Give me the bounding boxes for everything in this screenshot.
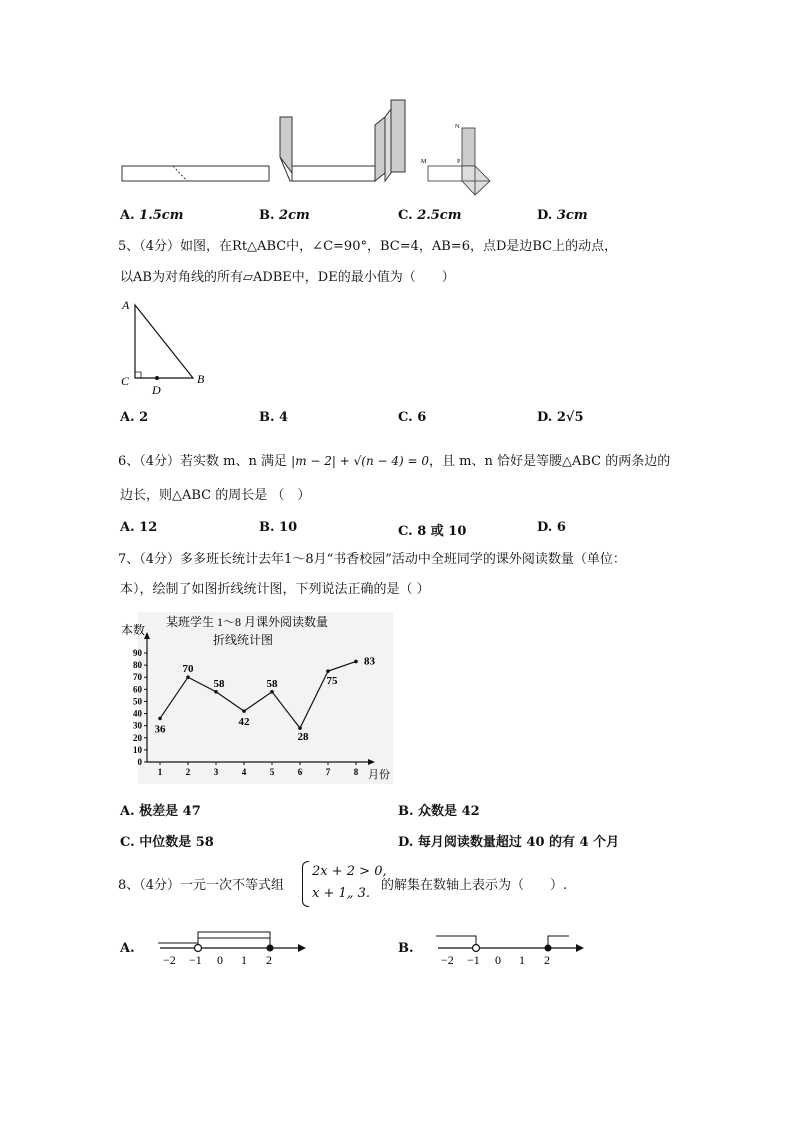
tick-label: 0 [495, 953, 501, 967]
q5-option-d[interactable]: D. 2√5 [537, 410, 584, 425]
q6-option-a[interactable]: A. 12 [120, 520, 158, 535]
q6-formula: |m − 2| + √(n − 4) = 0 [291, 454, 429, 468]
fold-line [173, 166, 187, 181]
tick-label: −2 [163, 953, 176, 967]
q6-option-b[interactable]: B. 10 [259, 520, 298, 535]
x-tick-label: 7 [325, 767, 331, 777]
data-label: 58 [266, 677, 278, 690]
y-tick-label: 70 [133, 672, 142, 683]
inequality-line-2: x + 1„ 3. [312, 886, 371, 901]
q5-option-b[interactable]: B. 4 [259, 410, 289, 425]
q6-option-c[interactable]: C. 8 或 10 [398, 524, 467, 539]
triangle-abc [135, 305, 193, 378]
chart-title: 某班学生 1～8 月课外阅读数量 [166, 615, 329, 629]
q8-option-a[interactable]: A. [120, 941, 135, 956]
point-d [155, 376, 159, 380]
q7-option-b[interactable]: B. 众数是 42 [398, 804, 480, 819]
q4-option-a[interactable]: A. 1.5cm [120, 208, 184, 223]
open-point [195, 945, 202, 952]
x-tick-label: 5 [269, 767, 275, 777]
chart-subtitle: 折线统计图 [213, 633, 274, 647]
data-point [298, 726, 302, 730]
y-tick-label: 60 [133, 684, 142, 695]
data-point [186, 675, 190, 679]
label-c: C [121, 374, 130, 388]
axis-arrow-icon [298, 944, 306, 952]
data-point [326, 669, 330, 673]
data-label: 70 [182, 663, 194, 676]
data-label: 75 [326, 675, 338, 688]
y-tick-label: 10 [133, 744, 142, 755]
data-label: 83 [364, 655, 375, 668]
inequality-system [312, 861, 387, 905]
tick-label: 1 [519, 953, 525, 967]
x-tick-label: 2 [185, 767, 191, 777]
inequality-line-1: 2x + 2 > 0, [312, 864, 387, 879]
q5-stem-line1: 5、（4分）如图，在Rt△ABC中，∠C=90°，BC=4，AB=6，点D是边BC上的动点， [118, 239, 618, 254]
q5-triangle-figure [115, 295, 215, 395]
y-tick-label: 20 [133, 732, 142, 743]
axis-arrow-icon [576, 944, 584, 952]
data-point [158, 717, 162, 721]
q4-option-b[interactable]: B. 2cm [259, 208, 310, 223]
tick-label: 0 [217, 953, 223, 967]
data-point [270, 690, 274, 694]
q7-option-d[interactable]: D. 每月阅读数量超过 40 的有 4 个月 [398, 835, 620, 850]
closed-point [267, 945, 274, 952]
q8-stem-suffix: 的解集在数轴上表示为（ ）. [381, 878, 568, 893]
q7-stem-line2: 本），绘制了如图折线统计图，下列说法正确的是（ ） [120, 582, 430, 597]
tick-label: 2 [266, 953, 272, 967]
y-tick-label: 80 [133, 660, 142, 671]
data-label: 36 [154, 723, 166, 736]
q7-option-a[interactable]: A. 极差是 47 [120, 804, 201, 819]
data-label: 42 [238, 716, 250, 729]
label-b: B [197, 372, 205, 386]
closed-point [545, 945, 552, 952]
q5-option-a[interactable]: A. 2 [120, 410, 149, 425]
label-n: N [455, 124, 460, 130]
x-tick-label: 1 [157, 767, 163, 777]
y-tick-label: 50 [133, 696, 142, 707]
data-point [214, 690, 218, 694]
paper-strip-rect [122, 166, 269, 181]
tick-label: −1 [467, 953, 480, 967]
y-tick-label: 30 [133, 720, 142, 731]
label-a: A [122, 298, 130, 312]
q6-stem-line1: 6、（4分）若实数 m、n 满足 |m − 2| + √(n − 4) = 0，且 m、n 恰好是等腰△ABC 的两条边的 [118, 454, 671, 469]
right-angle-mark [135, 372, 141, 378]
q4-figure [115, 95, 505, 200]
q7-option-c[interactable]: C. 中位数是 58 [120, 835, 214, 850]
q4-option-c[interactable]: C. 2.5cm [398, 208, 462, 223]
label-d: D [152, 383, 161, 395]
y-tick-label: 90 [133, 648, 142, 658]
q6-option-d[interactable]: D. 6 [537, 520, 566, 535]
label-m: M [421, 159, 427, 165]
tick-label: 2 [544, 953, 550, 967]
label-p: P [457, 159, 461, 165]
tick-label: 1 [241, 953, 247, 967]
x-tick-label: 4 [241, 767, 247, 777]
q8-stem-prefix: 8、（4分）一元一次不等式组 [118, 878, 285, 893]
q5-option-c[interactable]: C. 6 [398, 410, 427, 425]
data-point [354, 660, 358, 664]
y-tick-label: 0 [137, 757, 142, 767]
x-axis-label: 月份 [368, 769, 390, 781]
x-tick-label: 8 [353, 767, 359, 777]
tick-label: −1 [189, 953, 202, 967]
q5-stem-line2: 以AB为对角线的所有▱ADBE中，DE的最小值为（ ） [120, 270, 455, 285]
q7-stem-line1: 7、（4分）多多班长统计去年1～8月“书香校园”活动中全班同学的课外阅读数量（单位： [118, 552, 626, 567]
q8-number-line-b[interactable] [433, 928, 588, 970]
reading-line-chart [118, 612, 393, 784]
x-tick-label: 3 [213, 767, 219, 777]
open-point [473, 945, 480, 952]
q4-option-d[interactable]: D. 3cm [537, 208, 588, 223]
data-label: 28 [297, 731, 309, 744]
y-axis-label: 本数 [121, 623, 146, 637]
x-tick-label: 6 [297, 767, 303, 777]
y-tick-label: 40 [133, 708, 142, 719]
q8-number-line-a[interactable] [155, 928, 310, 970]
tick-label: −2 [441, 953, 454, 967]
data-label: 58 [213, 677, 225, 690]
system-brace [302, 861, 309, 907]
q8-option-b[interactable]: B. [398, 941, 414, 956]
data-point [242, 709, 246, 713]
q6-stem-line2: 边长，则△ABC 的周长是 （ ） [120, 488, 311, 503]
